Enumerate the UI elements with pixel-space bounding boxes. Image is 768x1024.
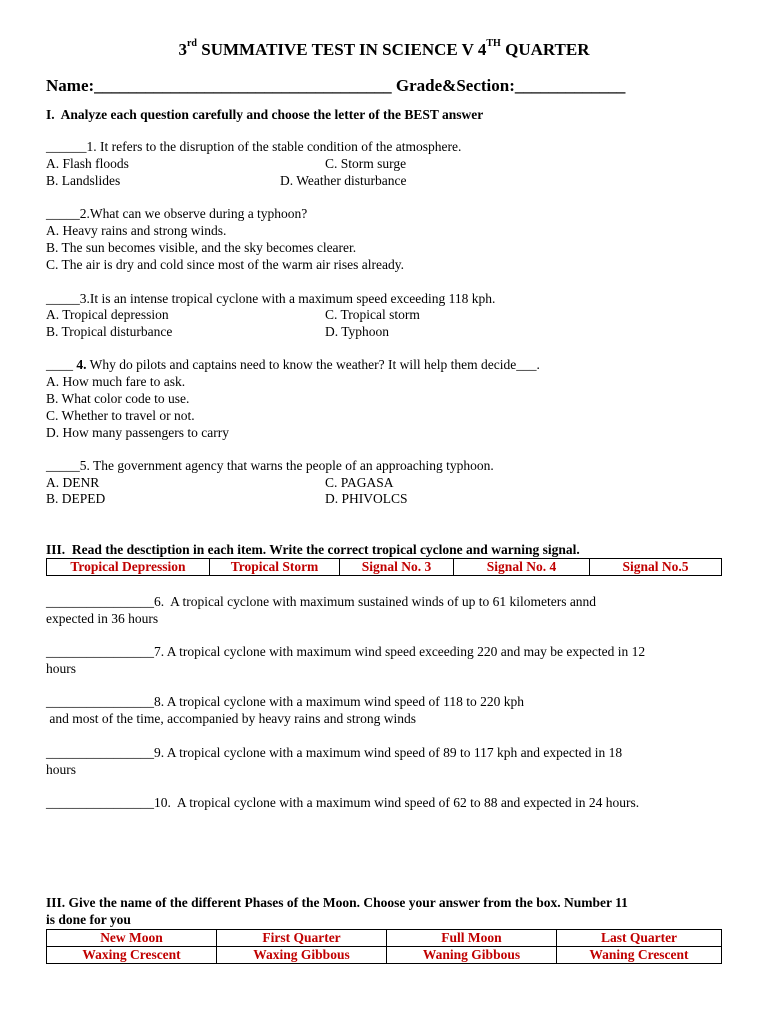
q1-option-c: C. Storm surge bbox=[325, 156, 407, 171]
q9-line2: hours bbox=[46, 762, 76, 777]
part3-header-line1: III. Give the name of the different Phases of the Moon. Choose your answer from the box. Number 11 bbox=[46, 895, 628, 910]
choice-last-quarter: Last Quarter bbox=[557, 930, 722, 947]
choice-tropical-depression: Tropical Depression bbox=[47, 559, 210, 576]
name-grade-line: Name:___________________________________ Grade&Section:_____________ bbox=[46, 76, 626, 95]
q2-option-c: C. The air is dry and cold since most of the warm air rises already. bbox=[46, 257, 405, 272]
q3-option-c: C. Tropical storm bbox=[325, 307, 420, 322]
q4-stem: ____ 4. Why do pilots and captains need to know the weather? It will help them decide___. bbox=[46, 357, 540, 372]
q9-line1: ________________9. A tropical cyclone with a maximum wind speed of 89 to 117 kph and expected in 18 bbox=[46, 745, 623, 760]
choice-waxing-gibbous: Waxing Gibbous bbox=[217, 947, 387, 964]
q1-stem: ______1. It refers to the disruption of the stable condition of the atmosphere. bbox=[46, 139, 462, 154]
q4-option-a: A. How much fare to ask. bbox=[46, 374, 186, 389]
q10-line1: ________________10. A tropical cyclone with a maximum wind speed of 62 to 88 and expected in 24 hours. bbox=[46, 795, 640, 810]
q4-option-b: B. What color code to use. bbox=[46, 391, 190, 406]
q3-stem: _____3.It is an intense tropical cyclone with a maximum speed exceeding 118 kph. bbox=[46, 291, 496, 306]
moon-phase-choice-box bbox=[46, 929, 722, 964]
q3-option-d: D. Typhoon bbox=[325, 324, 390, 339]
q5-option-d: D. PHIVOLCS bbox=[325, 491, 408, 506]
q8-line1: ________________8. A tropical cyclone with a maximum wind speed of 118 to 220 kph bbox=[46, 694, 524, 709]
q8-line2: and most of the time, accompanied by heavy rains and strong winds bbox=[46, 711, 417, 726]
q5-option-a: A. DENR bbox=[46, 475, 100, 490]
cyclone-choice-box bbox=[46, 558, 722, 576]
q1-option-a: A. Flash floods bbox=[46, 156, 129, 171]
q6-line2: expected in 36 hours bbox=[46, 611, 159, 626]
q4-option-c: C. Whether to travel or not. bbox=[46, 408, 195, 423]
q6-line1: ________________6. A tropical cyclone with maximum sustained winds of up to 61 kilometers annd bbox=[46, 594, 597, 609]
choice-tropical-storm: Tropical Storm bbox=[210, 559, 340, 576]
choice-waning-crescent: Waning Crescent bbox=[557, 947, 722, 964]
part3-header-line2: is done for you bbox=[46, 912, 131, 927]
q2-option-b: B. The sun becomes visible, and the sky becomes clearer. bbox=[46, 240, 357, 255]
q5-stem: _____5. The government agency that warns the people of an approaching typhoon. bbox=[46, 458, 494, 473]
q7-line2: hours bbox=[46, 661, 76, 676]
choice-signal-5: Signal No.5 bbox=[590, 559, 722, 576]
q5-option-c: C. PAGASA bbox=[325, 475, 394, 490]
choice-signal-3: Signal No. 3 bbox=[340, 559, 454, 576]
page-title: 3rd SUMMATIVE TEST IN SCIENCE V 4TH QUARTER bbox=[178, 38, 590, 59]
choice-waxing-crescent: Waxing Crescent bbox=[47, 947, 217, 964]
q3-option-b: B. Tropical disturbance bbox=[46, 324, 173, 339]
choice-full-moon: Full Moon bbox=[387, 930, 557, 947]
part2-header: III. Read the desctiption in each item. Write the correct tropical cyclone and warning signal. bbox=[46, 542, 580, 557]
q2-option-a: A. Heavy rains and strong winds. bbox=[46, 223, 227, 238]
q1-option-b: B. Landslides bbox=[46, 173, 121, 188]
q4-option-d: D. How many passengers to carry bbox=[46, 425, 229, 440]
choice-new-moon: New Moon bbox=[47, 930, 217, 947]
q3-option-a: A. Tropical depression bbox=[46, 307, 169, 322]
q5-option-b: B. DEPED bbox=[46, 491, 106, 506]
choice-signal-4: Signal No. 4 bbox=[454, 559, 590, 576]
q2-stem: _____2.What can we observe during a typhoon? bbox=[46, 206, 308, 221]
q7-line1: ________________7. A tropical cyclone with maximum wind speed exceeding 220 and may be expected in 12 bbox=[46, 644, 646, 659]
q1-option-d: D. Weather disturbance bbox=[280, 173, 407, 188]
choice-waning-gibbous: Waning Gibbous bbox=[387, 947, 557, 964]
choice-first-quarter: First Quarter bbox=[217, 930, 387, 947]
part1-header: I. Analyze each question carefully and choose the letter of the BEST answer bbox=[46, 107, 484, 122]
